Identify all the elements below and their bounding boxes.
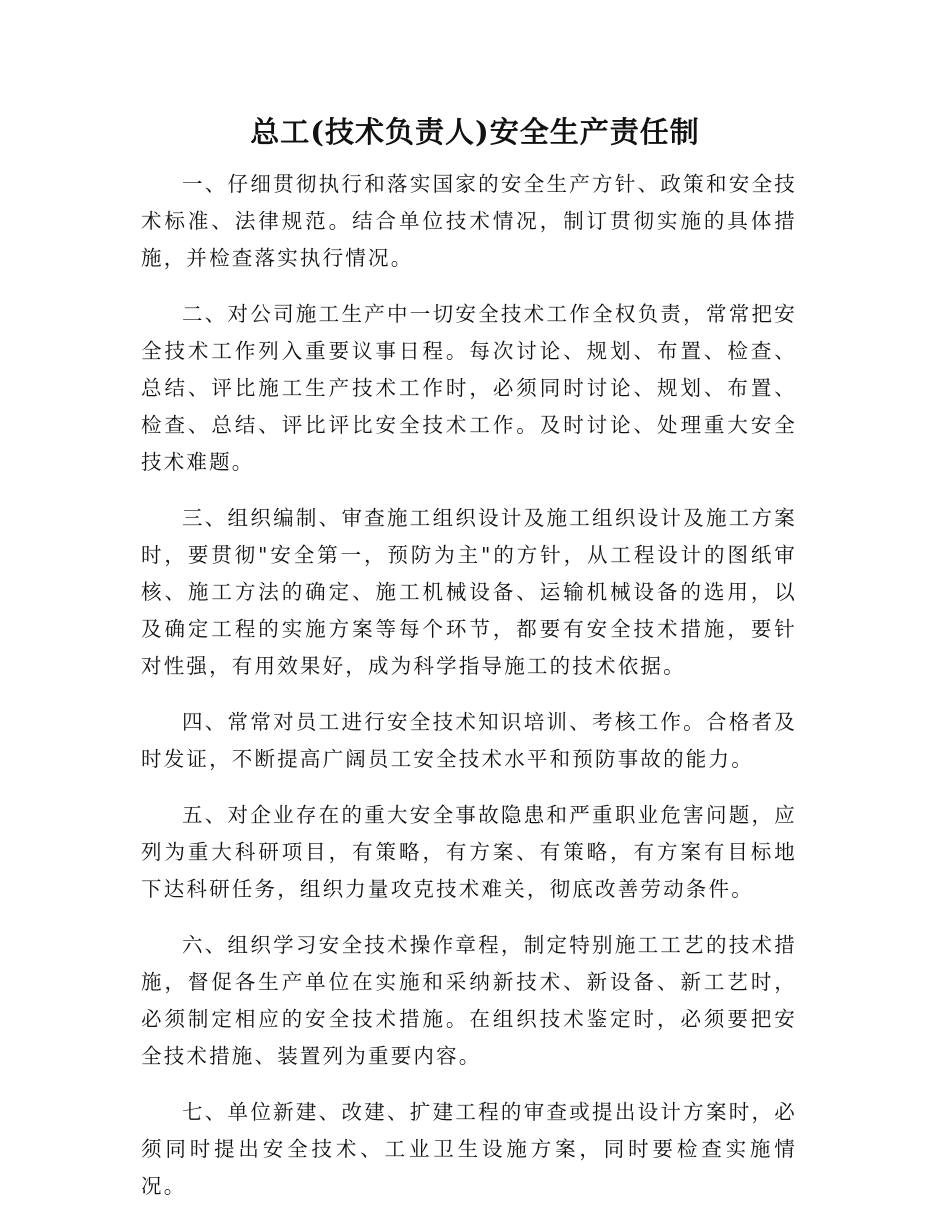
paragraph-6: 六、组织学习安全技术操作章程，制定特别施工工艺的技术措施，督促各生产单位在实施和采纳新技术、新设备、新工艺时，必须制定相应的安全技术措施。在组织技术鉴定时，必须要把安全技术措施、装置列为重要内容。 [141,933,797,1068]
paragraph-7: 七、单位新建、改建、扩建工程的审查或提出设计方案时，必须同时提出安全技术、工业卫生设施方案，同时要检查实施情况。 [141,1100,797,1198]
paragraph-5: 五、对企业存在的重大安全事故隐患和严重职业危害问题，应列为重大科研项目，有策略，有方案、有策略，有方案有目标地下达科研任务，组织力量攻克技术难关，彻底改善劳动条件。 [141,803,797,901]
paragraph-1: 一、仔细贯彻执行和落实国家的安全生产方针、政策和安全技术标准、法律规范。结合单位技术情况，制订贯彻实施的具体措施，并检查落实执行情况。 [141,172,797,270]
paragraph-3: 三、组织编制、审查施工组织设计及施工组织设计及施工方案时，要贯彻"安全第一，预防为主"的方针，从工程设计的图纸审核、施工方法的确定、施工机械设备、运输机械设备的选用，以及确定工程的实施方案等每个环节，都要有安全技术措施，要针对性强，有用效果好，成为科学指导施工的技术依据。 [141,506,797,678]
paragraph-4: 四、常常对员工进行安全技术知识培训、考核工作。合格者及时发证，不断提高广阔员工安全技术水平和预防事故的能力。 [141,710,797,771]
document-title: 总工(技术负责人)安全生产责任制 [250,115,700,149]
document-body [141,166,797,1224]
paragraph-2: 二、对公司施工生产中一切安全技术工作全权负责，常常把安全技术工作列入重要议事日程。每次讨论、规划、布置、检查、总结、评比施工生产技术工作时，必须同时讨论、规划、布置、检查、总结、评比评比安全技术工作。及时讨论、处理重大安全技术难题。 [141,302,797,474]
